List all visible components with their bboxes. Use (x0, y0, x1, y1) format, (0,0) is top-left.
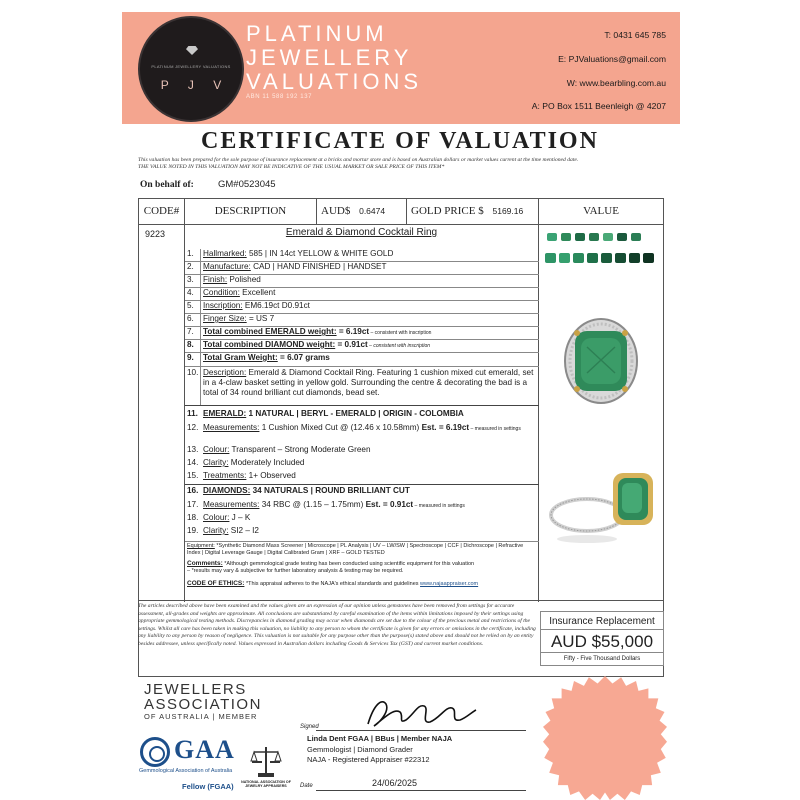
spec-line-8 (187, 340, 430, 349)
line-text: = 6.19ct (336, 327, 370, 336)
emerald-swatch (629, 253, 640, 263)
item-code: 9223 (145, 229, 166, 239)
diamond-clarity (187, 526, 259, 535)
line-label: Measurements: (203, 423, 260, 432)
emerald-swatch (643, 253, 654, 263)
line-number: 7. (187, 327, 194, 336)
equipment-note (187, 543, 535, 557)
letterhead (122, 12, 680, 124)
section-divider (185, 405, 539, 406)
diamond-icon (186, 46, 198, 55)
line-label: Hallmarked: (203, 249, 247, 258)
date-line (316, 790, 526, 791)
value-column (539, 225, 664, 602)
line-number: 13. (187, 445, 199, 454)
ring-side-view-image (547, 453, 657, 549)
line-number: 19. (187, 526, 199, 535)
valuation-date: 24/06/2025 (372, 778, 418, 788)
spec-line-2 (187, 262, 387, 271)
comments-text: *Although gemmological grade testing has been conducted using scientific equipment for this valuation (222, 561, 475, 567)
line-estimate: Est. = 6.19ct (421, 423, 470, 432)
emerald-treatments (187, 471, 296, 480)
item-title: Emerald & Diamond Cocktail Ring (285, 227, 438, 238)
description-text: Emerald & Diamond Cocktail Ring. Featuring 1 cushion mixed cut emerald, set in a 4-claw basket setting in yellow gold. Surrounding the centre & decorating the bad is a total of 34 round brilliant cut diamonds, bead set. (203, 368, 534, 398)
ja-line-1: JEWELLERS (144, 681, 247, 698)
ja-line-2: ASSOCIATION (144, 696, 262, 713)
line-number: 5. (187, 301, 194, 310)
line-text: Polished (227, 275, 261, 284)
date-label: Date (300, 783, 313, 789)
contact-web: W: www.bearbling.com.au (566, 78, 666, 88)
line-label: Clarity: (203, 458, 229, 467)
line-number: 4. (187, 288, 194, 297)
on-behalf-label: On behalf of: (140, 180, 194, 190)
gold-label: GOLD PRICE $ (411, 205, 484, 217)
emerald-swatch (589, 233, 599, 241)
legal-disclaimer: The articles described above have been examined and the values given are an expression of our opinion unless gemstones have been removed from settings for accurate assessment, all-grades and weights are approximate. All conclusions are substantiated by careful examination of the items within limitations imposed by their settings using appropriate gemmological testing methods. Discrepancies in diamond grading may occur when diamonds are set due to the colour of the precious metal and restrictions of the settings. Whilst all care has been taken in making this valuation, no liability to any person to whom the certificate is given for any errors or omissions in the certificate, including any liability to any person by reason of negligence. This valuation is not suitable for any purpose other than the purpose(s) stated above and should not be relied on by an entity besides addressee, unless specifically noted. Values expressed in Australian dollars including Goods & Services Tax (GST) and current market conditions. (138, 603, 536, 647)
line-text: 1 NATURAL | BERYL - EMERALD | ORIGIN - COLOMBIA (246, 409, 464, 418)
line-number: 14. (187, 458, 199, 467)
emerald-swatch (547, 233, 557, 241)
line-note: – measured in settings (413, 503, 465, 509)
header-code: CODE# (139, 199, 185, 224)
emerald-swatch (561, 233, 571, 241)
line-label: Measurements: (203, 500, 260, 509)
handwritten-signature (360, 694, 480, 732)
line-number: 2. (187, 262, 194, 271)
line-number: 6. (187, 314, 194, 323)
ethics-label: CODE OF ETHICS: (187, 580, 245, 587)
brand-name (246, 22, 422, 94)
equipment-text: *Synthetic Diamond Mass Screener | Microscope | PL Analysis | UV – LW/SW | Spectroscope | CCF | Dichroscope | Refractive Index | Digital Leverage Gauge | Digital Calibrated Gram | XRF – GOLD TESTED (187, 543, 524, 556)
naja-text: NATIONAL ASSOCIATION OF JEWELRY APPRAISERS (241, 780, 291, 788)
certificate-seal (543, 676, 667, 800)
gaa-fellow: Fellow (FGAA) (182, 782, 234, 791)
valuation-table (138, 198, 664, 601)
insurance-box (540, 611, 664, 666)
brand-line-3: VALUATIONS (246, 69, 423, 94)
jewellers-association-logo (144, 682, 262, 712)
description-label: Description: (203, 368, 247, 377)
line-label: DIAMONDS: (203, 486, 251, 495)
row-divider (185, 366, 539, 367)
spec-line-6 (187, 314, 274, 323)
line-text: 1+ Observed (246, 471, 296, 480)
line-text: Transparent – Strong Moderate Green (229, 445, 371, 454)
spec-line-4 (187, 288, 275, 297)
aud-value: 0.6474 (359, 206, 386, 216)
line-number: 18. (187, 513, 199, 522)
abn-number: ABN 11 588 192 137 (246, 94, 313, 100)
emerald-swatch (615, 253, 626, 263)
diamond-colour (187, 513, 250, 522)
brand-line-1: PLATINUM (246, 21, 388, 46)
diamond-measurements (187, 500, 465, 509)
emerald-swatch (545, 253, 556, 263)
gaa-full-name: Gemmological Association of Australia (139, 768, 233, 774)
emerald-swatch (617, 233, 627, 241)
spec-line-9 (187, 353, 330, 362)
insurance-amount: AUD $55,000 (541, 629, 663, 653)
spec-line-1 (187, 249, 393, 258)
header-description: DESCRIPTION (185, 199, 317, 224)
gaa-logo-text: GAA (174, 735, 235, 764)
gold-value: 5169.16 (492, 206, 524, 216)
line-text: Moderately Included (228, 458, 305, 467)
line-text: 585 | IN 14ct YELLOW & WHITE GOLD (246, 249, 394, 258)
line-label: Colour: (203, 513, 230, 522)
line-text: J – K (229, 513, 251, 522)
line-number: 3. (187, 275, 194, 284)
description-column (185, 225, 539, 602)
line-number: 8. (187, 340, 194, 349)
line-number: 9. (187, 353, 194, 362)
line-label: Manufacture: (203, 262, 251, 271)
naja-link[interactable]: www.najaappraiser.com (420, 581, 479, 587)
line-note: – consistent with inscription (367, 343, 431, 349)
ja-member-text: OF AUSTRALIA | MEMBER (144, 712, 258, 721)
line-label: Treatments: (203, 471, 247, 480)
emerald-clarity (187, 458, 305, 467)
insurance-amount-words: Fifty - Five Thousand Dollars (563, 656, 641, 662)
code-column (139, 225, 185, 602)
line-text: SI2 – I2 (228, 526, 259, 535)
line-text: 34 RBC @ (1.15 – 1.75mm) (259, 500, 366, 509)
line-text: 34 NATURALS | ROUND BRILLIANT CUT (250, 486, 410, 495)
logo-initials: P J V (160, 78, 230, 92)
table-header (139, 199, 663, 225)
emerald-swatch (587, 253, 598, 263)
aud-label: AUD$ (321, 205, 351, 217)
logo-small-text: PLATINUM JEWELLERY VALUATIONS (151, 64, 231, 69)
header-gold-price (407, 199, 539, 224)
emerald-colour (187, 445, 371, 454)
signer-registration: NAJA - Registered Appraiser #22312 (307, 755, 430, 764)
spec-line-3 (187, 275, 261, 284)
disclaimer-line-2: THE VALUE NOTED IN THIS VALUATION MAY NOT BE INDICATIVE OF THE USUAL MARKET OR SALE PRICE OF THIS ITEM* (138, 164, 445, 170)
emerald-swatch (573, 253, 584, 263)
line-label: Total combined EMERALD weight: (203, 327, 337, 336)
disclaimer-line-1: This valuation has been prepared for the sole purpose of insurance replacement at a bricks and mortar store and is based on Australian dollars or market values current at the time mentioned date. (138, 157, 579, 163)
emerald-header (187, 409, 464, 418)
comments-note (187, 560, 535, 575)
line-note: – consistent with inscription (369, 330, 432, 336)
contact-email: E: PJValuations@gmail.com (558, 54, 666, 64)
line-label: EMERALD: (203, 409, 247, 418)
section-divider (185, 541, 539, 542)
emerald-swatch (601, 253, 612, 263)
line-text: = 0.91ct (335, 340, 368, 349)
emerald-swatch (559, 253, 570, 263)
line-number: 11. (187, 409, 198, 418)
header-value: VALUE (583, 205, 619, 217)
signed-label: Signed (300, 724, 319, 730)
ethics-text: *This appraisal adheres to the NAJA's ethical standards and guidelines (244, 581, 421, 587)
line-label: Clarity: (203, 526, 229, 535)
spec-line-7 (187, 327, 431, 336)
contact-address: A: PO Box 1511 Beenleigh @ 4207 (531, 101, 666, 111)
spec-line-5 (187, 301, 310, 310)
line-number: 16. (187, 486, 199, 495)
line-estimate: Est. = 0.91ct (365, 500, 414, 509)
line-text: = US 7 (246, 314, 275, 323)
header-aud (317, 199, 407, 224)
signature-line (316, 730, 526, 731)
line-number: 17. (187, 500, 199, 509)
contact-phone: T: 0431 645 785 (604, 30, 666, 40)
diamond-header (187, 486, 410, 495)
line-label: Colour: (203, 445, 230, 454)
signer-role: Gemmologist | Diamond Grader (307, 745, 413, 754)
company-logo (138, 16, 244, 122)
line-number: 10. (187, 368, 199, 377)
emerald-swatch (631, 233, 641, 241)
insurance-title: Insurance Replacement (549, 616, 655, 627)
line-label: Condition: (203, 288, 240, 297)
equipment-label: Equipment: (187, 543, 215, 549)
brand-line-2: JEWELLERY (246, 45, 413, 70)
line-text: = 6.07 grams (277, 353, 330, 362)
line-text: CAD | HAND FINISHED | HANDSET (250, 262, 387, 271)
comments-text-2: – *results may vary & subjective for further laboratory analysis & testing may be required. (187, 568, 404, 574)
line-note: – measured in settings (469, 426, 521, 432)
on-behalf-value: GM#0523045 (218, 179, 276, 190)
comments-label: Comments: (187, 560, 223, 567)
line-label: Finish: (203, 275, 228, 284)
line-label: Finger Size: (203, 314, 247, 323)
section-divider (185, 484, 539, 485)
ethics-note (187, 580, 535, 588)
line-number: 15. (187, 471, 199, 480)
number-divider (200, 366, 201, 405)
item-description (203, 368, 535, 399)
emerald-swatch (603, 233, 613, 241)
line-label: Total Gram Weight: (203, 353, 278, 362)
line-number: 1. (187, 249, 194, 258)
line-label: Total combined DIAMOND weight: (203, 340, 336, 349)
line-text: Excellent (239, 288, 276, 297)
ring-top-view-image (557, 311, 645, 411)
emerald-swatch (575, 233, 585, 241)
certificate-title: CERTIFICATE OF VALUATION (201, 128, 599, 154)
line-text: 1 Cushion Mixed Cut @ (12.46 x 10.58mm) (259, 423, 422, 432)
naja-scales-icon (250, 743, 282, 779)
emerald-measurements (187, 423, 521, 432)
line-number: 12. (187, 423, 199, 432)
gaa-emblem-icon (140, 737, 170, 767)
disclaimer (138, 157, 668, 171)
signer-name: Linda Dent FGAA | BBus | Member NAJA (307, 734, 453, 743)
line-text: EM6.19ct D0.91ct (242, 301, 310, 310)
line-label: Inscription: (203, 301, 243, 310)
